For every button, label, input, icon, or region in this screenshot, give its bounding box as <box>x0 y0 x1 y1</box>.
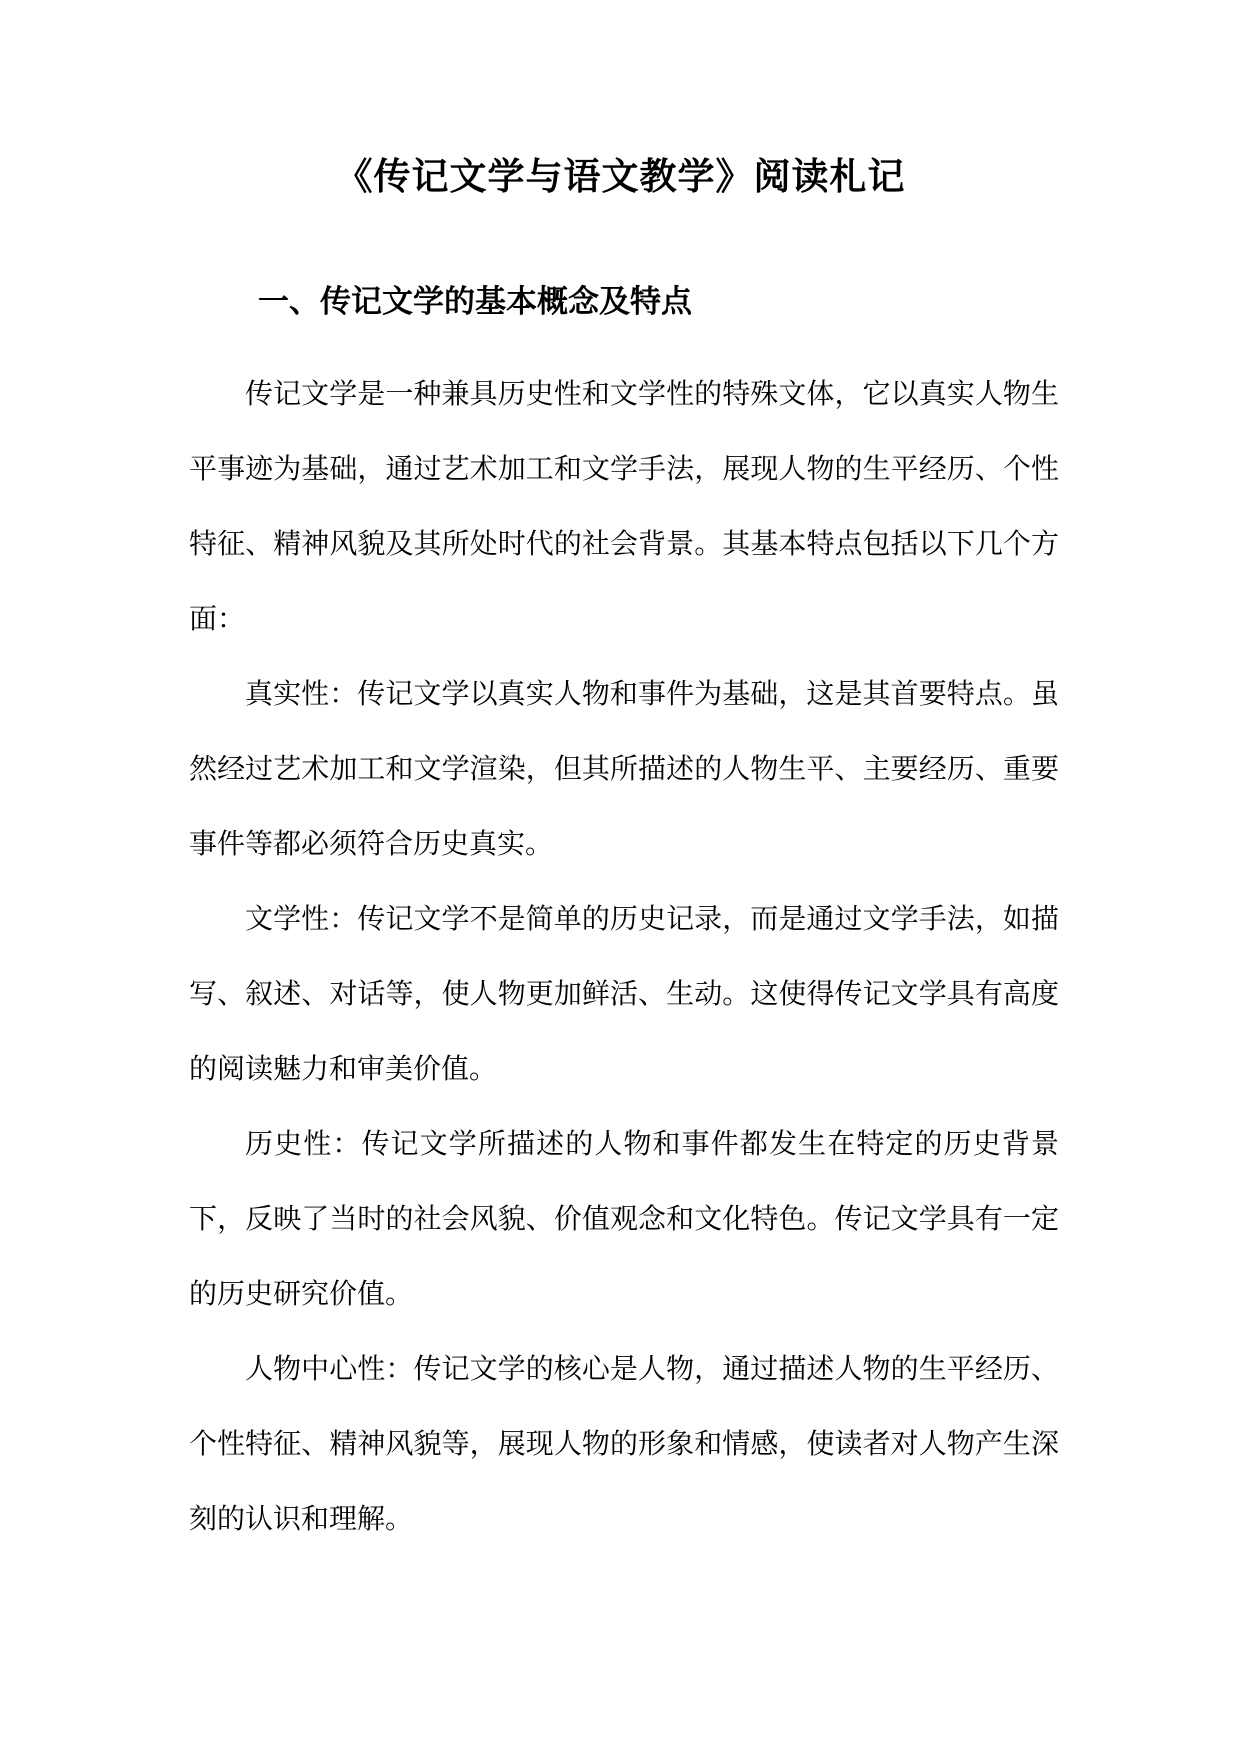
paragraph-historicity: 历史性：传记文学所描述的人物和事件都发生在特定的历史背景下，反映了当时的社会风貌、价值观念和文化特色。传记文学具有一定的历史研究价值。 <box>189 1127 1059 1310</box>
paragraph-authenticity: 真实性：传记文学以真实人物和事件为基础，这是其首要特点。虽然经过艺术加工和文学渲染，但其所描述的人物生平、主要经历、重要事件等都必须符合历史真实。 <box>189 677 1059 860</box>
paragraph-character-centrality: 人物中心性：传记文学的核心是人物，通过描述人物的生平经历、个性特征、精神风貌等，展现人物的形象和情感，使读者对人物产生深刻的认识和理解。 <box>189 1352 1059 1535</box>
paragraph-literariness: 文学性：传记文学不是简单的历史记录，而是通过文学手法，如描写、叙述、对话等，使人物更加鲜活、生动。这使得传记文学具有高度的阅读魅力和审美价值。 <box>189 902 1059 1085</box>
document-title: 《传记文学与语文教学》阅读札记 <box>335 154 906 198</box>
paragraph-intro: 传记文学是一种兼具历史性和文学性的特殊文体，它以真实人物生平事迹为基础，通过艺术加工和文学手法，展现人物的生平经历、个性特征、精神风貌及其所处时代的社会背景。其基本特点包括以下几个方面： <box>189 377 1059 635</box>
section-heading: 一、传记文学的基本概念及特点 <box>258 284 692 320</box>
document-body <box>189 356 1059 1556</box>
